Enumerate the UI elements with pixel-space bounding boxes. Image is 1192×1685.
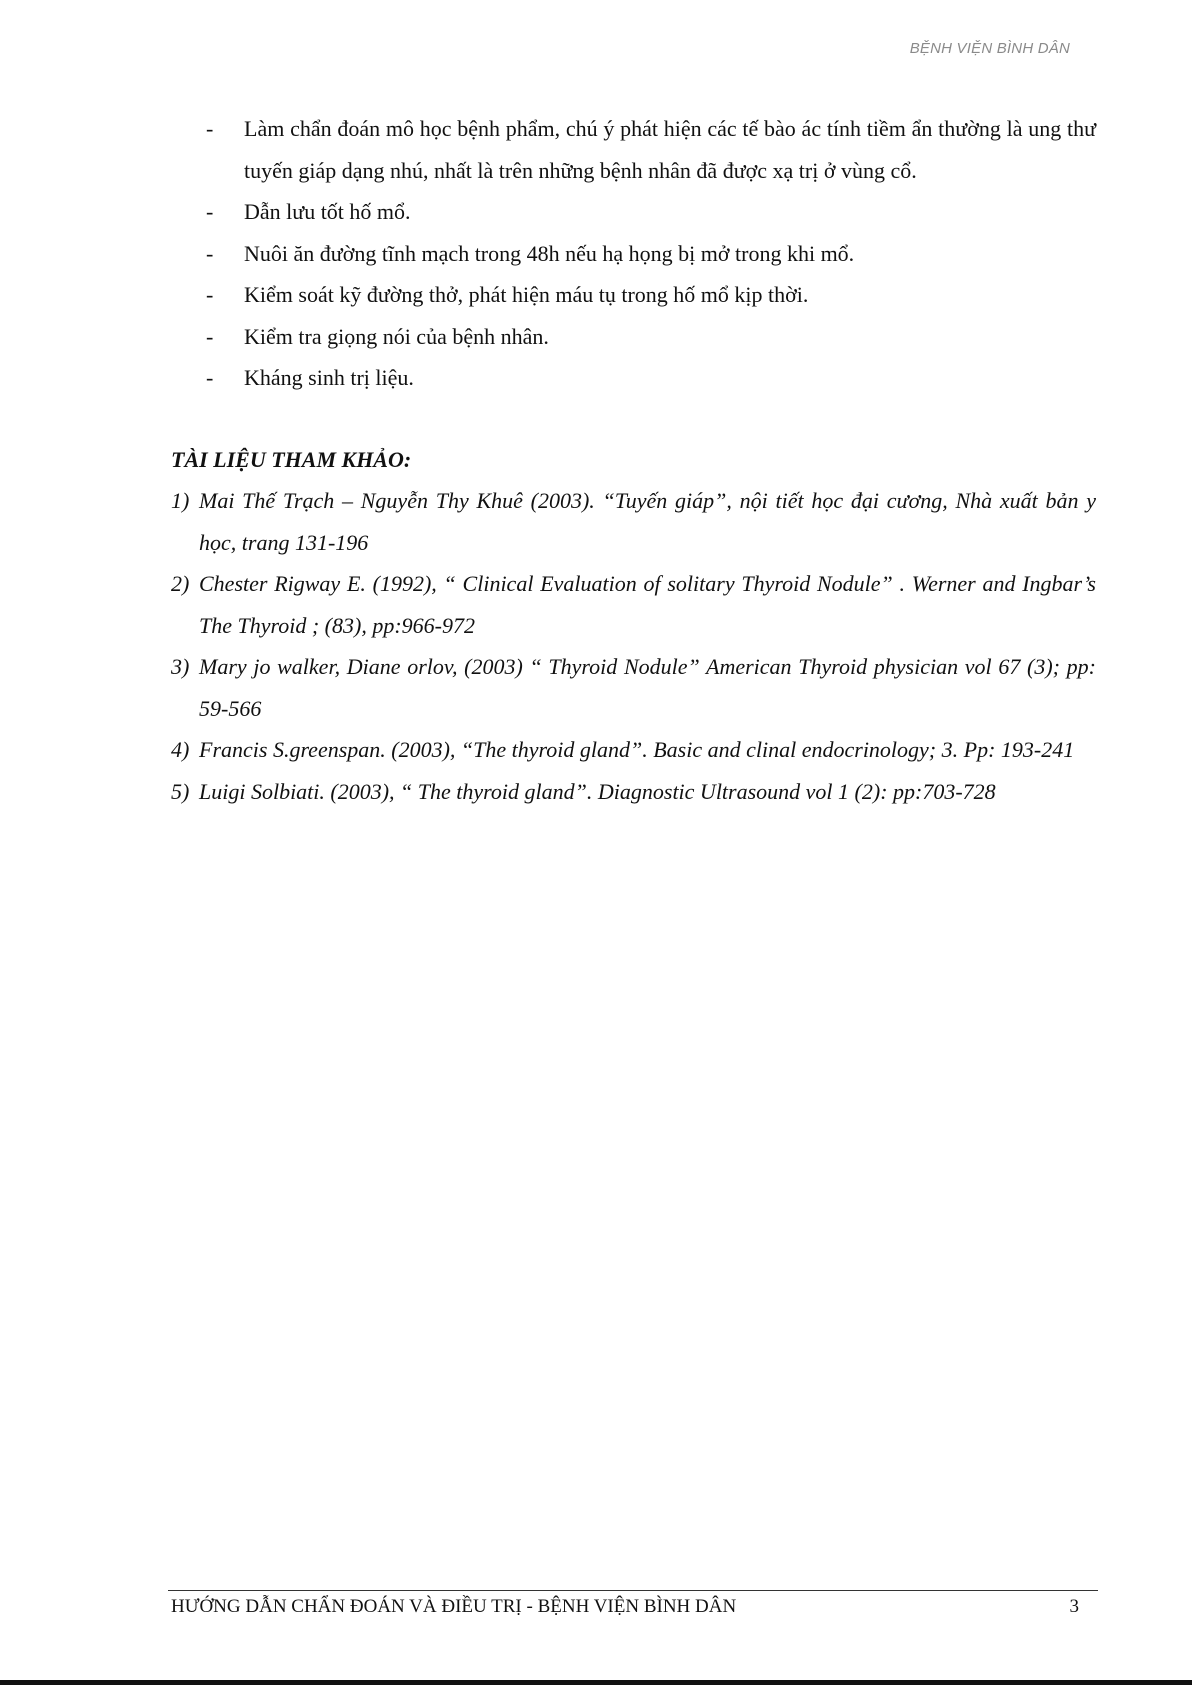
- reference-item: [171, 480, 1096, 563]
- reference-item: [171, 771, 1096, 813]
- bullet-dash: -: [206, 116, 214, 141]
- reference-item: [171, 729, 1096, 771]
- list-item: [206, 357, 1096, 399]
- list-item: [206, 191, 1096, 233]
- bullet-dash: -: [206, 365, 214, 390]
- reference-number: 2): [171, 571, 190, 596]
- reference-text: Mai Thế Trạch – Nguyễn Thy Khuê (2003). “Tuyến giáp”, nội tiết học đại cương, Nhà xuất bản y học, trang 131-196: [199, 488, 1096, 555]
- reference-number: 5): [171, 778, 190, 804]
- page-bottom-edge: [0, 1680, 1192, 1685]
- bullet-text: Dẫn lưu tốt hố mổ.: [244, 199, 411, 224]
- reference-item: [171, 646, 1096, 729]
- reference-number: 4): [171, 737, 190, 762]
- bullet-text: Kháng sinh trị liệu.: [244, 365, 414, 390]
- bullet-dash: -: [206, 282, 214, 307]
- reference-item: [171, 563, 1096, 646]
- reference-text: Mary jo walker, Diane orlov, (2003) “ Thyroid Nodule” American Thyroid physician vol 67 (3); pp: 59-566: [199, 654, 1096, 721]
- bullet-text: Kiểm soát kỹ đường thở, phát hiện máu tụ trong hố mổ kịp thời.: [244, 282, 809, 307]
- reference-text: Francis S.greenspan. (2003), “The thyroid gland”. Basic and clinal endocrinology; 3. Pp: 193-241: [199, 737, 1075, 762]
- running-header: BỆNH VIỆN BÌNH DÂN: [909, 40, 1070, 57]
- bullet-dash: -: [206, 199, 214, 224]
- reference-number: 3): [171, 654, 190, 679]
- list-item: [206, 274, 1096, 316]
- reference-text: Chester Rigway E. (1992), “ Clinical Evaluation of solitary Thyroid Nodule” . Werner and Ingbar’s The Thyroid ; (83), pp:966-972: [199, 571, 1096, 638]
- references-list: [171, 480, 1096, 812]
- page-number: 3: [1069, 1596, 1079, 1617]
- references-heading: TÀI LIỆU THAM KHẢO:: [171, 447, 412, 472]
- bullet-dash: -: [206, 323, 214, 349]
- bullet-list: [206, 108, 1096, 399]
- reference-number: 1): [171, 488, 190, 513]
- bullet-text: Nuôi ăn đường tĩnh mạch trong 48h nếu hạ họng bị mở trong khi mổ.: [244, 240, 855, 266]
- footer-title: HƯỚNG DẪN CHẨN ĐOÁN VÀ ĐIỀU TRỊ - BỆNH VIỆN BÌNH DÂN: [171, 1596, 737, 1617]
- list-item: [206, 316, 1096, 358]
- list-item: [206, 233, 1096, 275]
- bullet-text: Kiểm tra giọng nói của bệnh nhân.: [244, 323, 549, 349]
- bullet-text: Làm chẩn đoán mô học bệnh phẩm, chú ý phát hiện các tế bào ác tính tiềm ẩn thường là ung thư tuyến giáp dạng nhú, nhất là trên những bệnh nhân đã được xạ trị ở vùng cổ.: [244, 116, 1096, 183]
- list-item: [206, 108, 1096, 191]
- bullet-dash: -: [206, 240, 214, 266]
- footer-divider: [168, 1590, 1098, 1591]
- reference-text: Luigi Solbiati. (2003), “ The thyroid gland”. Diagnostic Ultrasound vol 1 (2): pp:703-728: [199, 778, 996, 804]
